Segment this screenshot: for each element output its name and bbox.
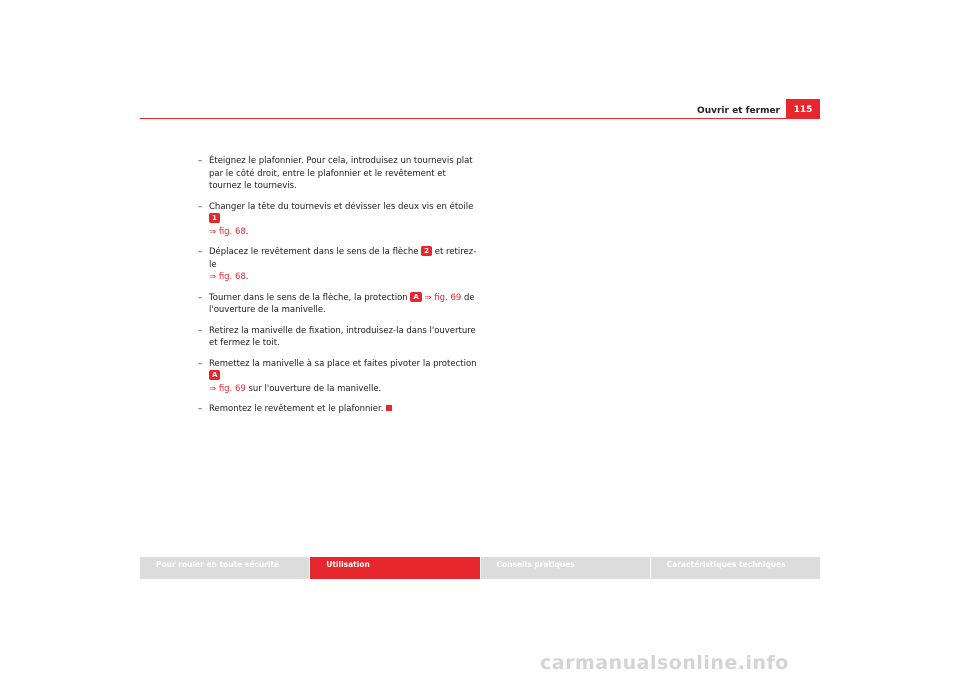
footer-tab-conseils[interactable]: Conseils pratiques xyxy=(481,557,650,579)
footer-tab-utilisation[interactable]: Utilisation xyxy=(310,557,479,579)
step-6 xyxy=(198,358,478,396)
dash: – xyxy=(198,325,203,336)
callout-marker: 1 xyxy=(209,213,220,223)
step-text: Remontez le revêtement et le plafonnier. xyxy=(209,404,384,414)
step-text-end: sur l'ouverture de la manivelle. xyxy=(245,383,382,394)
dash: – xyxy=(198,404,203,414)
footer-nav xyxy=(140,557,820,579)
step-text: Tourner dans le sens de la flèche, la protection xyxy=(209,292,411,303)
dash: – xyxy=(198,156,203,166)
callout-marker: 2 xyxy=(421,246,432,256)
dash: – xyxy=(198,247,203,257)
figure-link[interactable]: ⇒ fig. 69 xyxy=(421,292,462,303)
step-text: Déplacez le revêtement dans le sens de la flèche xyxy=(209,247,422,257)
step-text-end: de l'ouverture de la manivelle. xyxy=(209,292,475,315)
step-text: Éteignez le plafonnier. Pour cela, introduisez un tournevis plat par le côté droit, entre le plafonnier et le revêtement et tournez le tournevis. xyxy=(209,156,473,191)
header-title: Ouvrir et fermer xyxy=(697,106,780,116)
step-5 xyxy=(198,325,478,350)
step-7 xyxy=(198,403,478,416)
figure-link[interactable]: ⇒ fig. 68 xyxy=(209,272,246,282)
instructions xyxy=(198,155,478,424)
step-3 xyxy=(198,246,478,284)
header-rule xyxy=(140,118,820,119)
step-text: Changer la tête du tournevis et dévisser les deux vis en étoile xyxy=(209,201,474,212)
callout-marker: A xyxy=(410,292,421,302)
end-of-section-icon xyxy=(386,405,392,411)
watermark: carmanualsonline.info xyxy=(540,652,789,674)
step-4 xyxy=(198,292,478,317)
step-text-end: . xyxy=(245,272,249,282)
step-text: Remettez la manivelle à sa place et faites pivoter la protection xyxy=(209,358,477,369)
dash: – xyxy=(198,358,203,369)
step-1 xyxy=(198,155,478,193)
step-text: Retirez la manivelle de fixation, introduisez-la dans l'ouverture et fermez le toit. xyxy=(209,325,476,348)
figure-link[interactable]: ⇒ fig. 69 xyxy=(209,383,246,394)
step-2 xyxy=(198,201,478,239)
footer-tab-caracteristiques[interactable]: Caractéristiques techniques xyxy=(651,557,820,579)
dash: – xyxy=(198,292,203,303)
dash: – xyxy=(198,201,203,212)
step-text-mid: et retirez-le xyxy=(209,247,477,270)
step-text-end: . xyxy=(245,226,249,237)
page-number: 115 xyxy=(786,99,820,119)
figure-link[interactable]: ⇒ fig. 68 xyxy=(209,226,246,237)
footer-tab-securite[interactable]: Pour rouler en toute sécurité xyxy=(140,557,309,579)
callout-marker: A xyxy=(209,370,220,380)
